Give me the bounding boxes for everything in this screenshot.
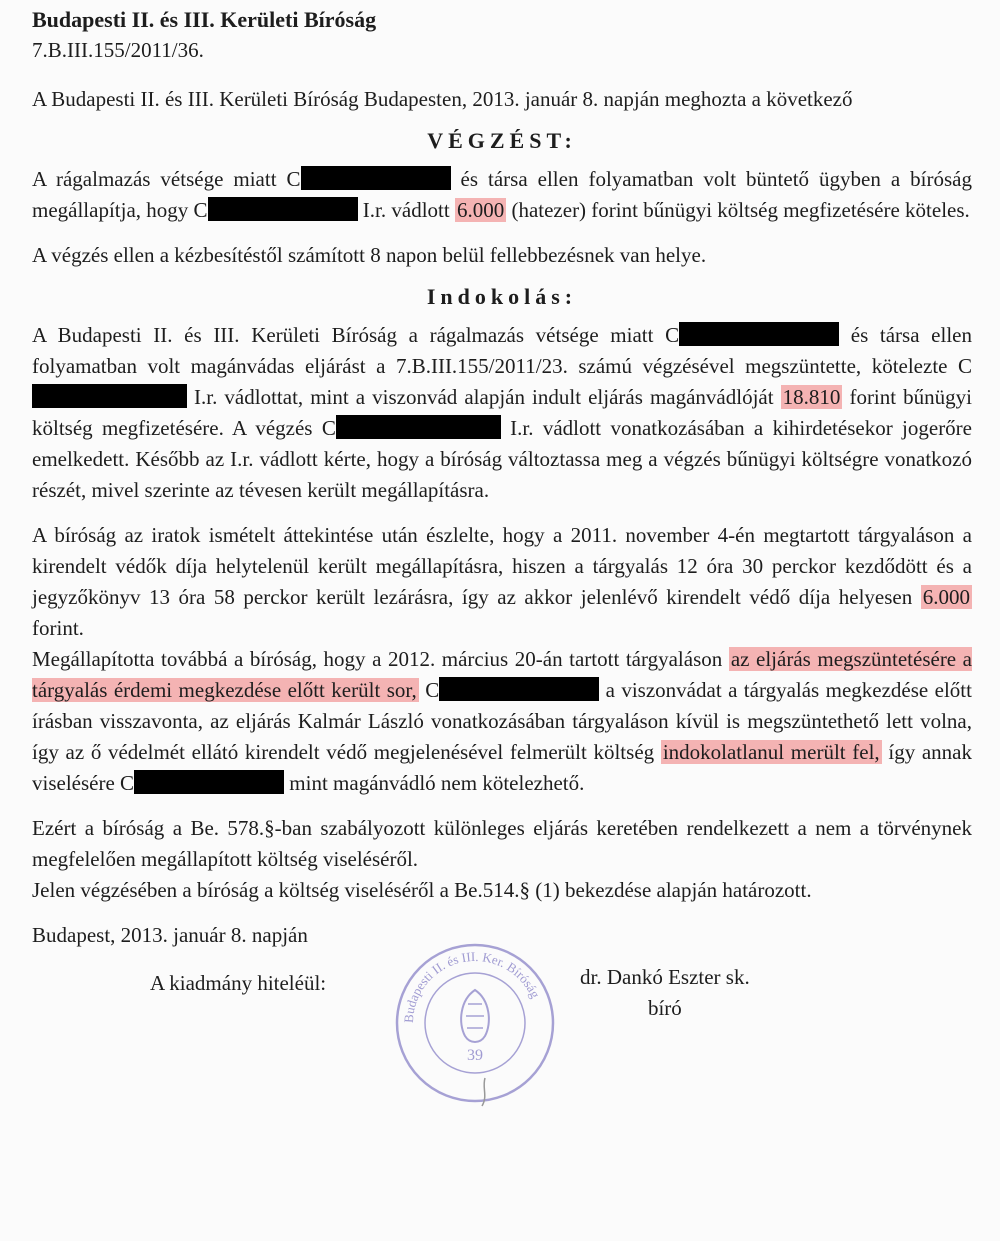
place-date: Budapest, 2013. január 8. napján	[32, 923, 308, 947]
redaction-bar	[32, 384, 187, 408]
highlighted-amount: 6.000	[456, 198, 505, 222]
court-name: Budapesti II. és III. Kerületi Bíróság	[32, 7, 377, 32]
highlighted-amount: 18.810	[782, 385, 841, 409]
highlighted-amount: 6.000	[922, 585, 970, 609]
title-indokolas: Indokolás:	[426, 284, 578, 309]
paragraph-reasoning-3: Megállapította továbbá a bíróság, hogy a 2012. március 20-án tartott tárgyaláson az eljárás megszüntetésére a tárgyalás érdemi megkezdése előtt került sor, C a viszonvádat a tárgyalás megkezdése előtt írásban visszavonta, az eljárás Kalmár László vonatkozásában tárgyaláson kívül is megszüntethető lett volna, így az ő védelmét ellátó kirendelt védő megjelenésével felmerült költség indokolatlanul merült fel, így annak viselésére C mint magánvádló nem kötelezhető.	[32, 647, 973, 795]
redaction-bar	[208, 197, 358, 221]
stamp-ring-text: Budapesti II. és III. Ker. Bíróság	[400, 948, 544, 1024]
intro-paragraph: A Budapesti II. és III. Kerületi Bíróság Budapesten, 2013. január 8. napján meghozta a következő	[32, 87, 853, 111]
highlighted-phrase: indokolatlanul merült fel,	[662, 740, 880, 764]
judge-name: dr. Dankó Eszter sk.	[580, 965, 750, 989]
redaction-bar	[336, 415, 501, 439]
attestation-label: A kiadmány hiteléül:	[150, 971, 327, 995]
redaction-bar	[439, 677, 599, 701]
judge-role: bíró	[647, 996, 682, 1020]
case-number: 7.B.III.155/2011/36.	[32, 38, 204, 62]
paragraph-conclusion: Ezért a bíróság a Be. 578.§-ban szabályozott különleges eljárás keretében rendelkezett a nem a törvénynek megfelelően megállapított költség viseléséről.	[32, 816, 972, 871]
paragraph-legal-basis: Jelen végzésében a bíróság a költség viseléséről a Be.514.§ (1) bekezdése alapján határozott.	[32, 878, 812, 902]
title-vegzest: VÉGZÉST:	[427, 128, 577, 153]
paragraph-appeal: A végzés ellen a kézbesítéstől számított 8 napon belül fellebbezésnek van helye.	[32, 243, 707, 267]
signature-area	[32, 920, 972, 1140]
paragraph-ruling: A rágalmazás vétsége miatt C és társa ellen folyamatban volt büntető ügyben a bíróság megállapítja, hogy C I.r. vádlott 6.000 (hatezer) forint bűnügyi költség megfizetésére köteles.	[32, 167, 972, 222]
redaction-bar	[301, 166, 451, 190]
stamp-number: 39	[467, 1047, 483, 1064]
paragraph-reasoning-1: A Budapesti II. és III. Kerületi Bíróság a rágalmazás vétsége miatt C és társa ellen folyamatban volt magánvádas eljárást a 7.B.III.155/2011/23. számú végzésével megszüntette, kötelezte C I.r. vádlottat, mint a viszonvád alapján indult eljárás magánvádlóját 18.810 forint bűnügyi költség megfizetésére. A végzés C I.r. vádlott vonatkozásában a kihirdetésekor jogerőre emelkedett. Később az I.r. vádlott kérte, hogy a bíróság változtassa meg a végzés bűnügyi költségre vonatkozó részét, mivel szerinte az tévesen került megállapításra.	[32, 323, 972, 502]
redaction-bar	[134, 770, 284, 794]
paragraph-reasoning-2: A bíróság az iratok ismételt áttekintése után észlelte, hogy a 2011. november 4-én megtartott tárgyaláson a kirendelt védők díja helytelenül került megállapításra, hiszen a tárgyalás 12 óra 30 perckor kezdődött és a jegyzőkönyv 13 óra 58 perckor került lezárásra, így az akkor jelenlévő kirendelt védő díja helyesen 6.000 forint.	[32, 523, 972, 640]
court-stamp	[390, 938, 560, 1108]
document-page	[32, 4, 972, 1140]
judge-signature	[580, 962, 750, 1024]
redaction-bar	[679, 322, 839, 346]
highlighted-phrase: az eljárás megszüntetésére a tárgyalás érdemi megkezdése előtt került sor,	[32, 647, 973, 702]
